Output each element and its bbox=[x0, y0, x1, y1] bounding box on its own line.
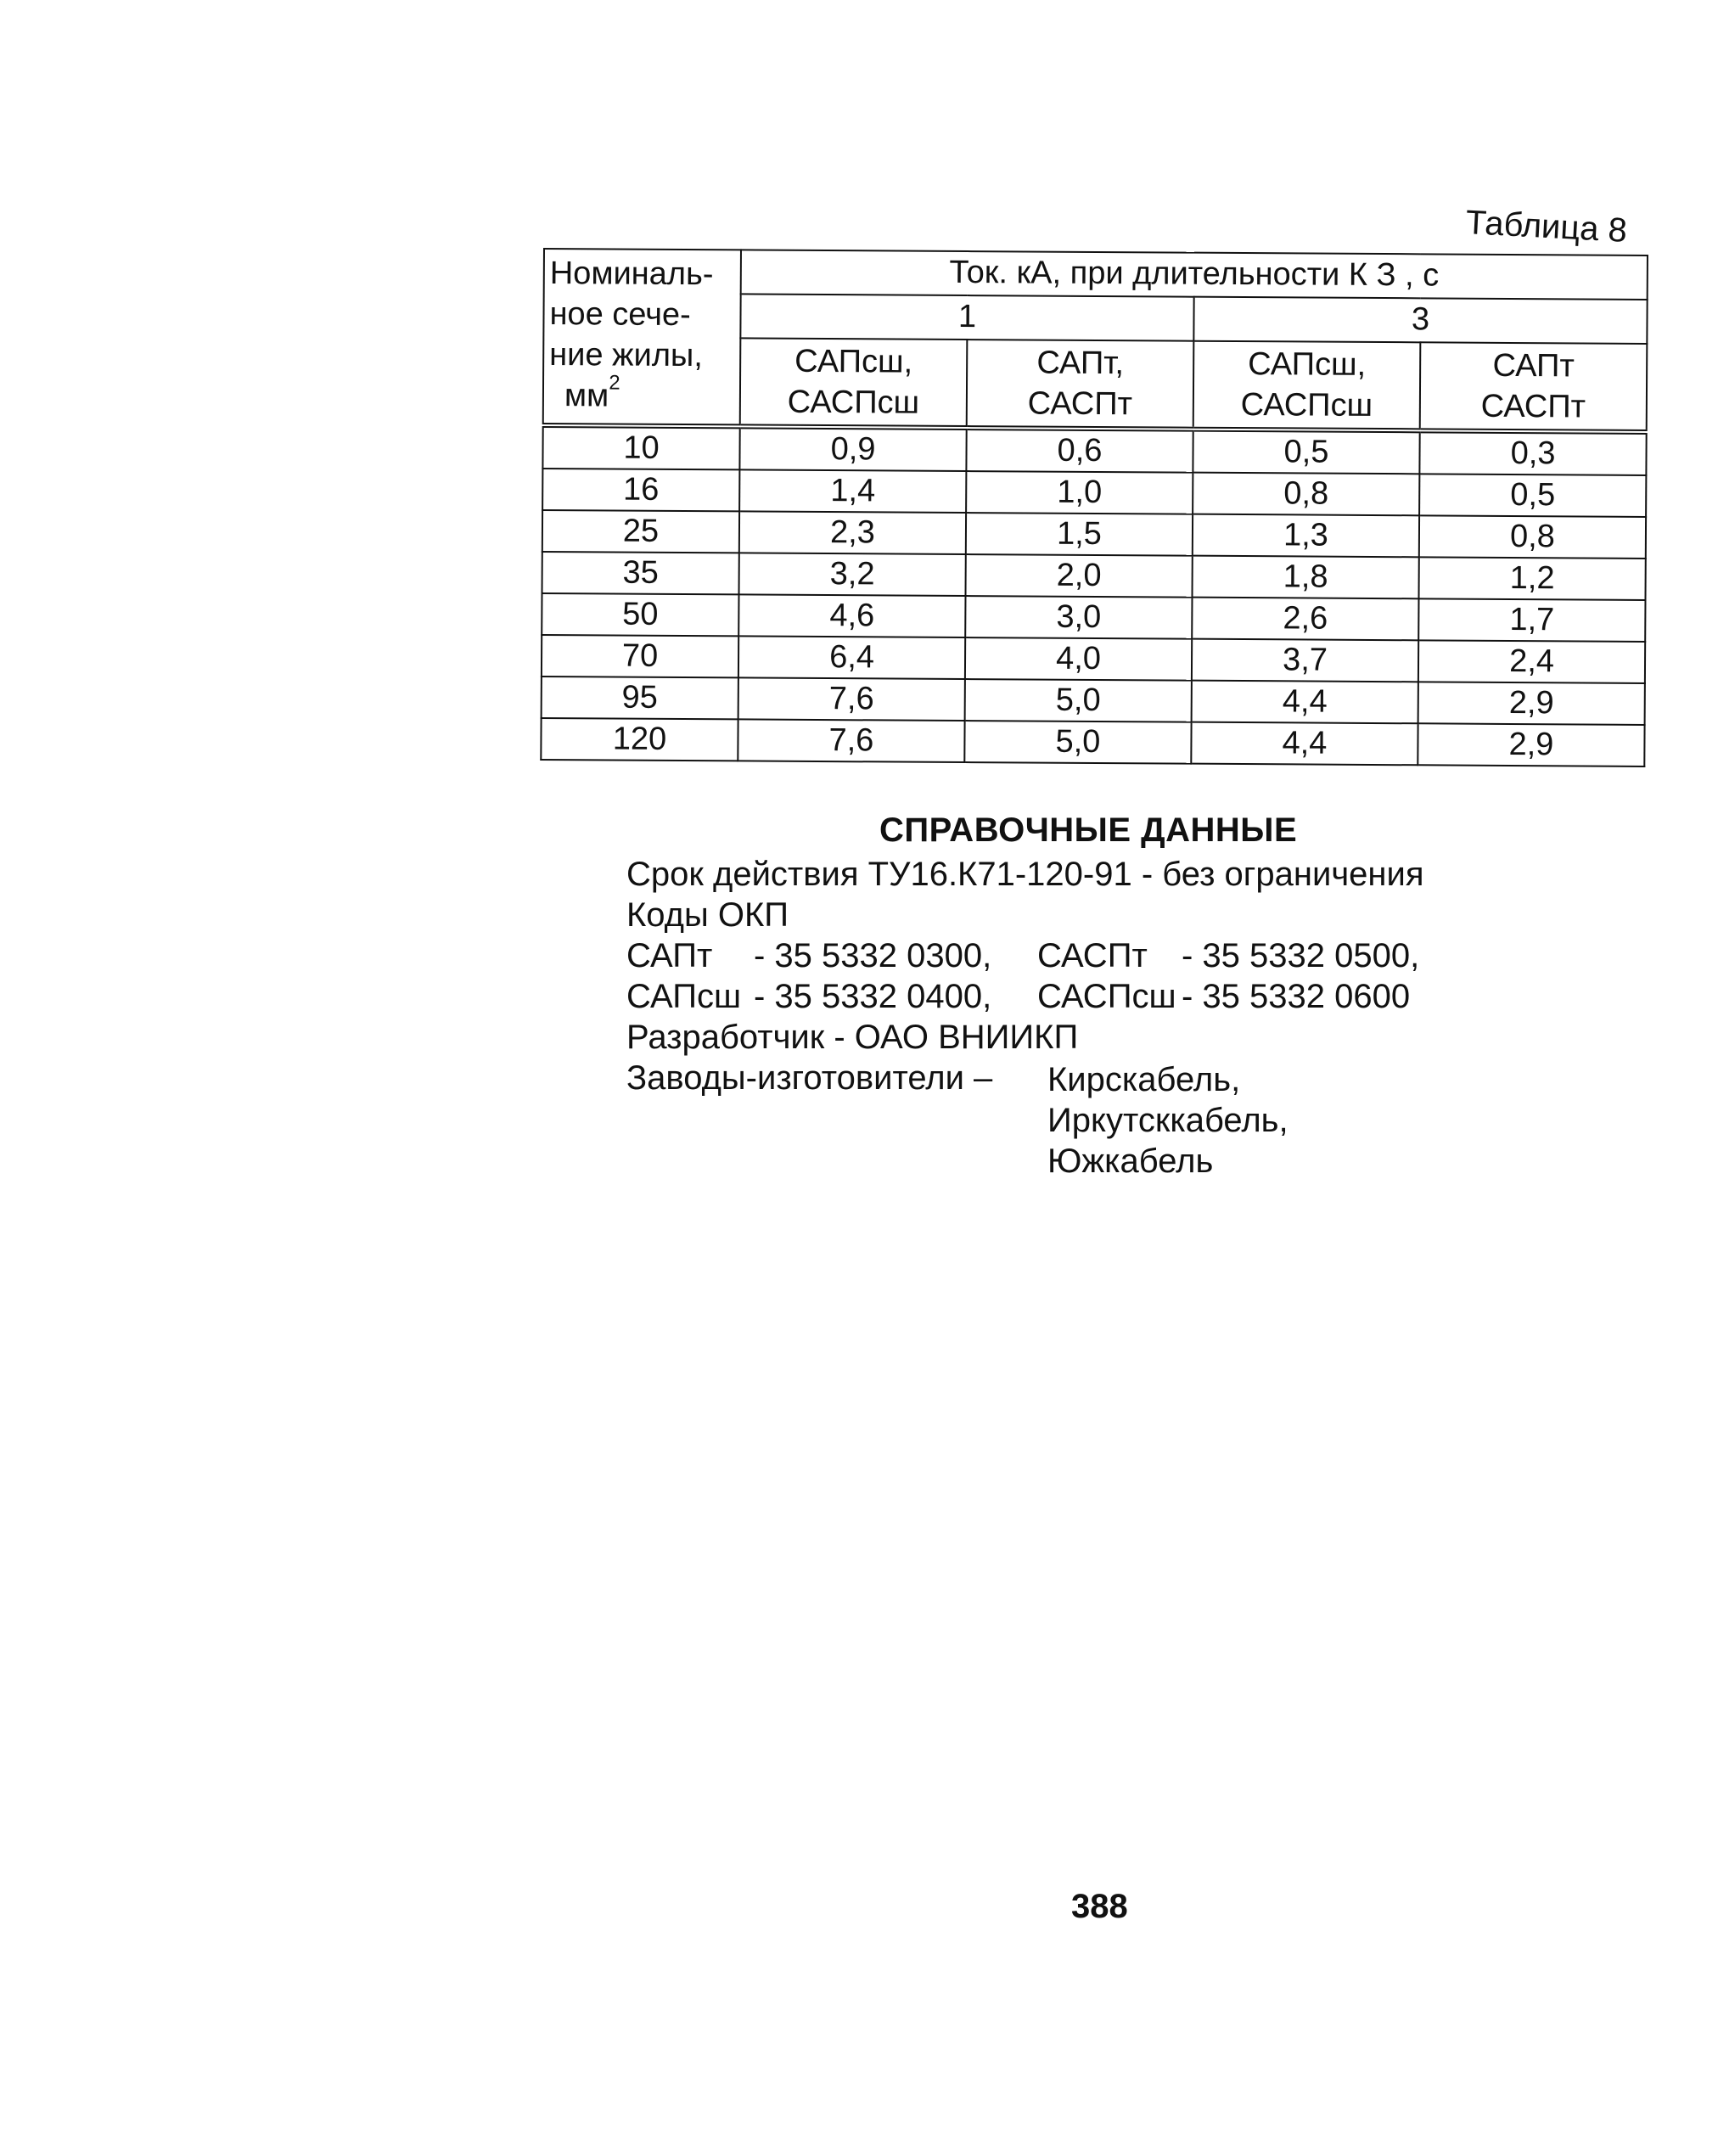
column-header-line: САСПт bbox=[1027, 385, 1133, 423]
column-header bbox=[967, 340, 1194, 430]
row-label-header bbox=[543, 249, 741, 426]
value-cell: 0,6 bbox=[966, 428, 1193, 473]
value-cell: 4,4 bbox=[1192, 681, 1418, 724]
table-row bbox=[542, 635, 1645, 683]
table-row bbox=[542, 593, 1645, 642]
group-title-header: Ток. кА, при длительности К З , с bbox=[741, 250, 1648, 300]
row-label-line: Номиналь- bbox=[549, 255, 714, 293]
value-cell: 2,9 bbox=[1418, 723, 1644, 766]
section-cell: 120 bbox=[541, 718, 738, 761]
manufacturer-item: Южкабель bbox=[1047, 1143, 1214, 1180]
value-cell: 4,0 bbox=[965, 637, 1192, 681]
value-cell: 1,7 bbox=[1418, 598, 1645, 642]
table-container bbox=[540, 248, 1647, 767]
value-cell: 7,6 bbox=[738, 719, 964, 762]
okp-code-value: - 35 5332 0300, bbox=[754, 937, 992, 974]
okp-code-name: САПсш bbox=[626, 978, 742, 1015]
column-header-line: САПсш, bbox=[794, 343, 913, 380]
value-cell: 5,0 bbox=[964, 721, 1191, 764]
value-cell: 4,6 bbox=[738, 594, 965, 637]
column-header-line: САСПсш bbox=[1240, 387, 1373, 424]
value-cell: 2,9 bbox=[1418, 682, 1645, 725]
column-header bbox=[1193, 341, 1421, 431]
section-cell: 50 bbox=[542, 593, 738, 636]
value-cell: 0,5 bbox=[1193, 430, 1419, 474]
okp-code-item bbox=[626, 937, 1037, 975]
value-cell: 2,3 bbox=[739, 511, 966, 554]
column-header bbox=[740, 338, 968, 428]
section-cell: 70 bbox=[542, 635, 738, 677]
page-number: 388 bbox=[1071, 1888, 1128, 1925]
value-cell: 5,0 bbox=[965, 679, 1192, 722]
table-row bbox=[542, 510, 1646, 559]
section-cell: 16 bbox=[542, 469, 739, 511]
value-cell: 0,5 bbox=[1419, 474, 1646, 517]
row-label-unit-line bbox=[549, 371, 734, 417]
value-cell: 3,0 bbox=[965, 596, 1192, 639]
column-header-line: САПт bbox=[1492, 347, 1575, 385]
value-cell: 4,4 bbox=[1191, 722, 1418, 766]
value-cell: 1,2 bbox=[1418, 557, 1645, 600]
developer-line: Разработчик - ОАО ВНИИКП bbox=[626, 1019, 1079, 1056]
value-cell: 1,8 bbox=[1192, 556, 1418, 599]
table-row bbox=[542, 469, 1646, 517]
value-cell: 3,7 bbox=[1192, 639, 1418, 682]
okp-title: Коды ОКП bbox=[626, 896, 789, 934]
table-row bbox=[541, 718, 1644, 766]
value-cell: 1,0 bbox=[966, 471, 1193, 514]
row-label-line: ное сече- bbox=[549, 296, 691, 334]
value-cell: 1,5 bbox=[966, 513, 1193, 556]
row-label-unit-sup: 2 bbox=[609, 371, 620, 395]
manufacturer-item: Кирскабель, bbox=[1047, 1061, 1241, 1098]
column-header-line: САПсш, bbox=[1248, 346, 1367, 383]
value-cell: 1,3 bbox=[1193, 514, 1419, 558]
section-cell: 95 bbox=[542, 677, 738, 719]
manufacturers-list bbox=[1047, 1059, 1288, 1182]
column-header-line: САСПсш bbox=[787, 384, 920, 421]
value-cell: 0,3 bbox=[1419, 430, 1646, 475]
column-header-line: САСПт bbox=[1480, 388, 1586, 425]
table-row bbox=[542, 677, 1645, 725]
reference-title: СПРАВОЧНЫЕ ДАННЫЕ bbox=[879, 811, 1298, 849]
okp-code-name: САСПт bbox=[1037, 937, 1148, 974]
row-label-line: ние жилы, bbox=[549, 337, 703, 374]
validity-line: Срок действия ТУ16.К71-120-91 - без ограничения bbox=[626, 856, 1424, 893]
okp-code-item bbox=[1037, 937, 1419, 975]
value-cell: 6,4 bbox=[738, 636, 965, 679]
value-cell: 0,9 bbox=[739, 426, 966, 471]
value-cell: 0,8 bbox=[1419, 515, 1646, 559]
okp-code-item bbox=[1037, 978, 1410, 1016]
okp-code-value: - 35 5332 0400, bbox=[754, 978, 992, 1015]
section-cell: 10 bbox=[542, 425, 739, 469]
value-cell: 2,4 bbox=[1418, 640, 1645, 683]
okp-code-value: - 35 5332 0600 bbox=[1182, 978, 1411, 1015]
column-header bbox=[1420, 342, 1648, 432]
value-cell: 2,6 bbox=[1192, 598, 1418, 641]
value-cell: 2,0 bbox=[966, 554, 1193, 598]
okp-code-name: САСПсш bbox=[1037, 978, 1176, 1015]
row-label-unit: мм bbox=[564, 378, 609, 414]
table-row bbox=[542, 425, 1646, 475]
duration-header-3: 3 bbox=[1193, 297, 1647, 344]
okp-code-name: САПт bbox=[626, 937, 713, 974]
value-cell: 3,2 bbox=[739, 553, 966, 596]
table-row bbox=[542, 552, 1646, 600]
manufacturer-item: Иркутсккабель, bbox=[1047, 1102, 1288, 1139]
value-cell: 7,6 bbox=[738, 677, 965, 721]
value-cell: 0,8 bbox=[1193, 473, 1419, 516]
okp-code-value: - 35 5332 0500, bbox=[1182, 937, 1420, 974]
manufacturers-label: Заводы-изготовители – bbox=[626, 1059, 993, 1097]
column-header-line: САПт, bbox=[1036, 345, 1125, 382]
current-table bbox=[540, 248, 1648, 767]
okp-codes-line bbox=[626, 978, 1410, 1016]
section-cell: 25 bbox=[542, 510, 739, 553]
table-caption: Таблица 8 bbox=[1464, 204, 1628, 250]
okp-codes-line bbox=[626, 937, 1419, 975]
section-cell: 35 bbox=[542, 552, 739, 594]
value-cell: 1,4 bbox=[739, 469, 966, 513]
duration-header-1: 1 bbox=[740, 294, 1193, 340]
okp-code-item bbox=[626, 978, 1037, 1016]
